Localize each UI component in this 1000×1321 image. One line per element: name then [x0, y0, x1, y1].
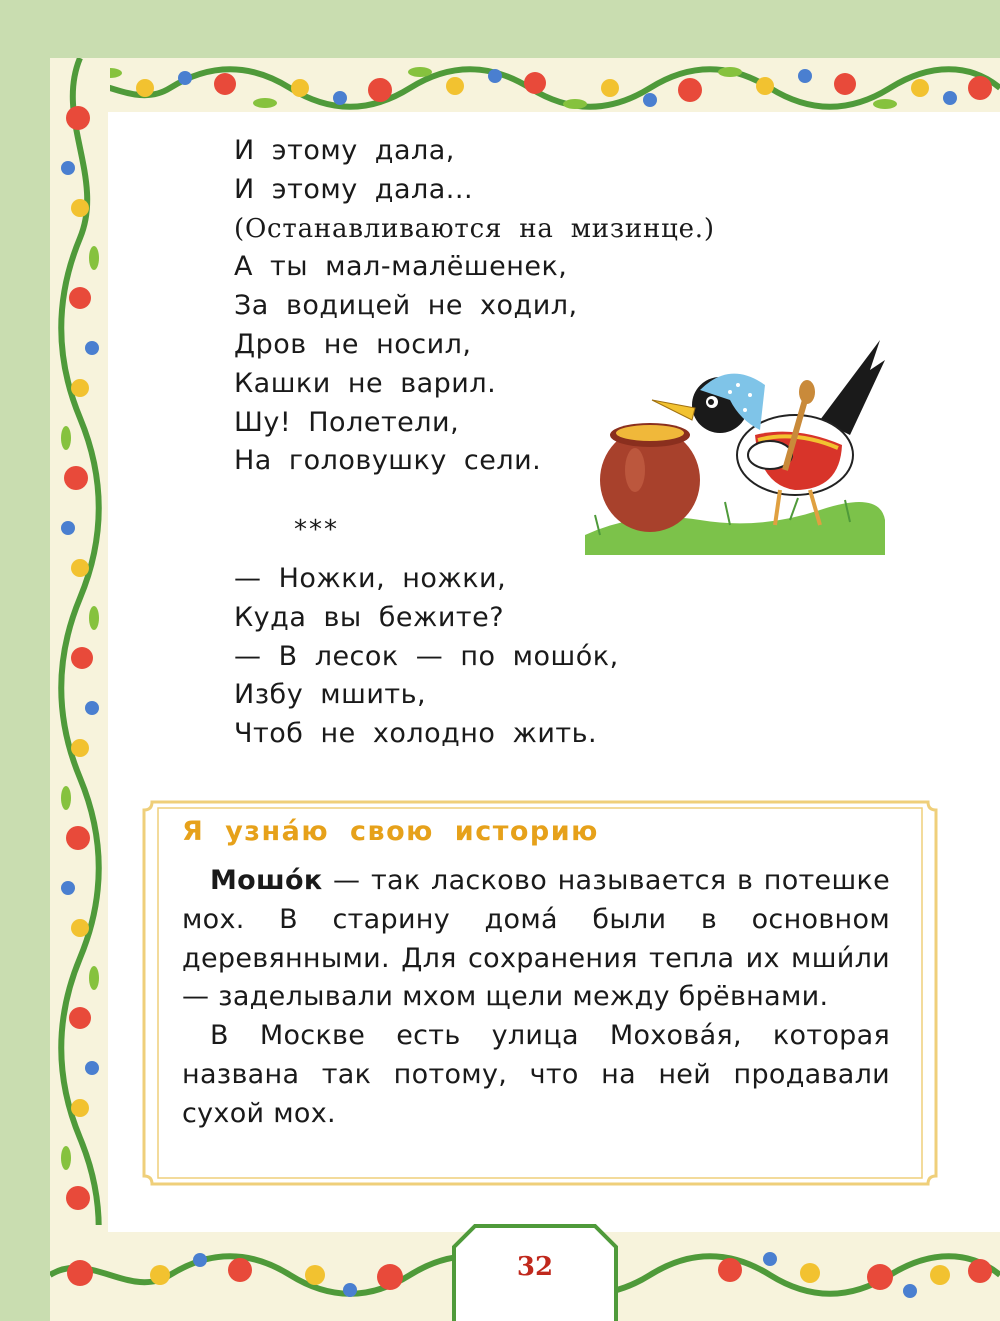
poem-line: Избу мшить, [234, 679, 427, 711]
poem-line: На головушку сели. [234, 445, 542, 477]
poem-line: Чтоб не холодно жить. [234, 718, 598, 750]
poem-part-2 [234, 560, 619, 754]
poem-line: Шу! Полетели, [234, 406, 460, 438]
section-separator: *** [294, 515, 339, 545]
poem-line: За водицей не ходил, [234, 290, 578, 322]
info-paragraph-1 [182, 862, 890, 1017]
term-bold: Мошо́к [210, 865, 323, 896]
info-box-text [182, 862, 890, 1134]
poem-line: — Ножки, ножки, [234, 563, 507, 594]
info-paragraph-2: В Москве есть улица Мохова́я, которая названа так потому, что на ней продавали сухой мох. [182, 1020, 890, 1129]
stage-direction: (Останавливаются на мизинце.) [234, 213, 715, 244]
poem-line: Кашки не варил. [234, 367, 497, 399]
floral-border-top [50, 58, 1000, 118]
info-paragraph-1-text: — так ласково называется в потешке мох. В старину дома́ были в основном деревянными. Для сохранения тепла их мши́ли — заделывали мхом щели между брёвнами. [182, 865, 890, 1013]
info-box-title: Я узна́ю свою историю [182, 816, 599, 847]
poem-line: А ты мал-малёшенек, [234, 251, 568, 283]
poem-line: И этому дала... [234, 173, 474, 205]
poem-line: Куда вы бежите? [234, 601, 505, 633]
magpie-with-pot-icon [580, 330, 890, 560]
floral-border-left [50, 58, 110, 1321]
poem-line: И этому дала, [234, 135, 455, 166]
poem-line: Дров не носил, [234, 328, 472, 360]
page-number: 32 [516, 1252, 554, 1282]
poem-line: — В лесок — по мошо́к, [234, 640, 619, 672]
